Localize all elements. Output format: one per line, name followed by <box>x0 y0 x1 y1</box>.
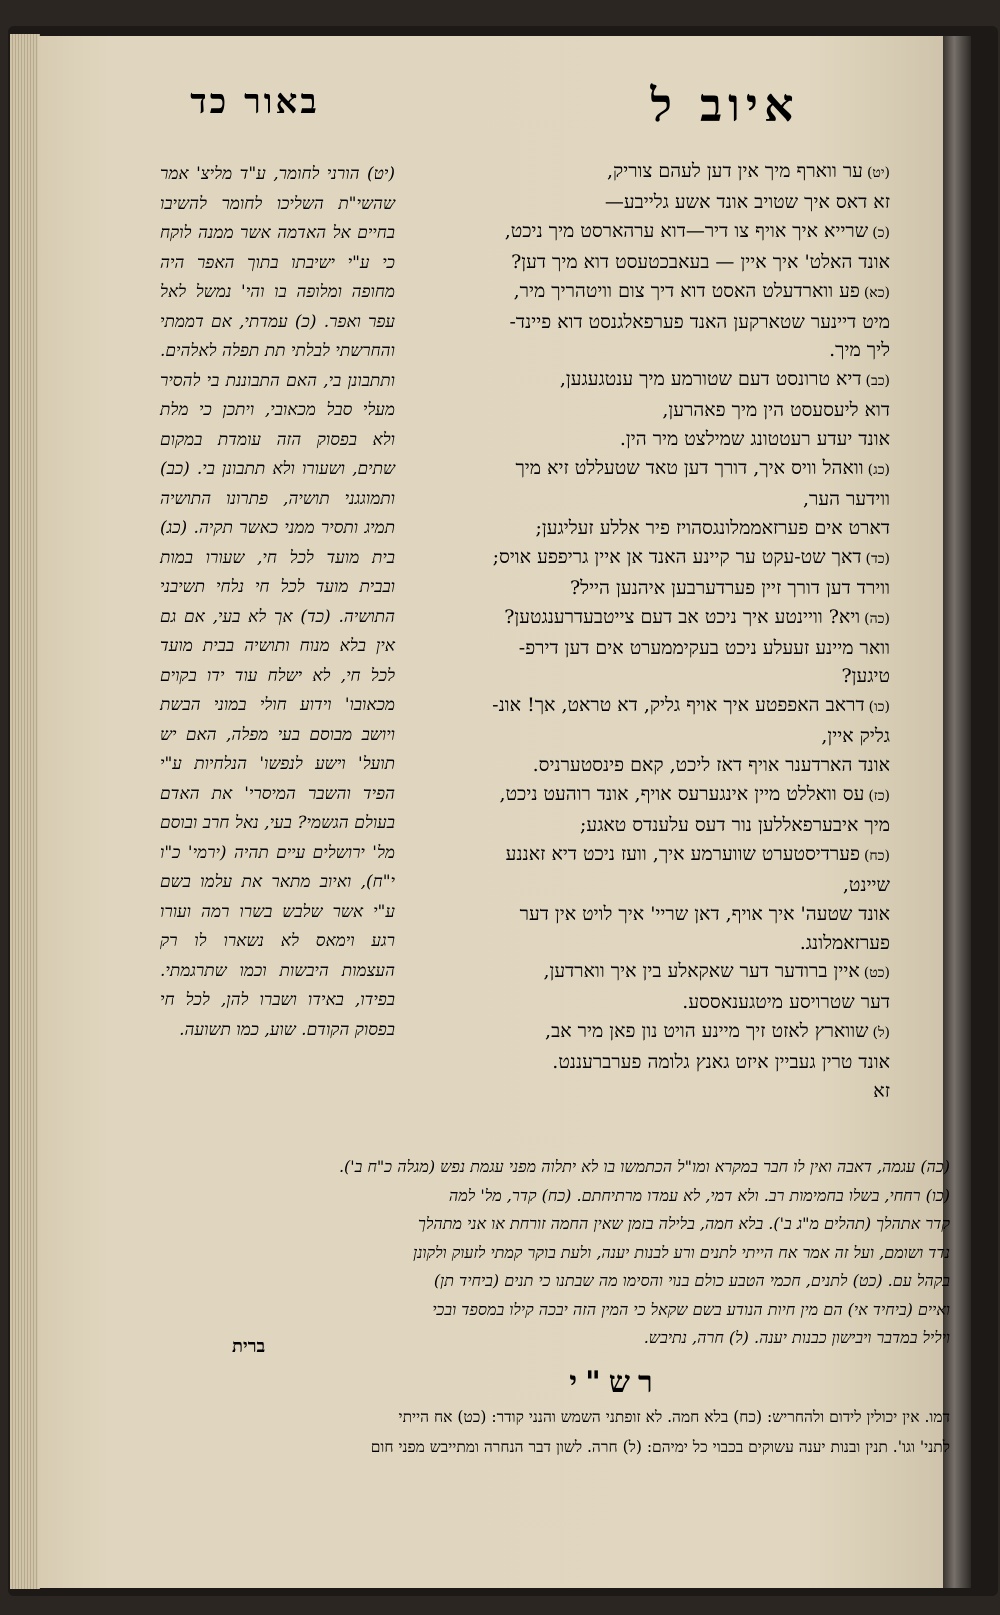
verse-number: (כא) <box>863 284 890 301</box>
verse-number: (כז) <box>868 788 890 805</box>
verse-text: דיא טרונסט דעם שטורמע מיך ענטגעגען, <box>559 368 862 391</box>
verse-text: ווירד דען דורך זיין פערדערבען איהנען הייל? <box>570 576 890 599</box>
footnote-line: (כה) עגמה, דאבה ואין לו חבר במקרא ומו"ל הכתמשו בו לא יתלוה מפני עגמת נפש (מגלה כ"ח ב'). <box>338 1157 950 1176</box>
verse-text: אונד האלט' איך איין — בעאבכטעסט דוא מיך דען? <box>511 250 890 273</box>
page-title: איוב ל <box>650 78 800 132</box>
verse-line <box>410 485 890 514</box>
rashi-line: דמו. אין יכולין לידום ולהחריש: (כח) בלא חמה. לא זופתני השמש והנני קודר: (כט) אח הייתי <box>398 1408 950 1426</box>
verse-line <box>410 751 890 780</box>
verse-number: (כט) <box>863 965 890 982</box>
verse-number: (ל) <box>872 1025 890 1042</box>
verse-line <box>410 336 890 365</box>
verse-line <box>410 157 890 188</box>
verse-line <box>410 634 890 663</box>
verse-line <box>410 396 890 425</box>
book-spine <box>943 36 971 1588</box>
verse-line <box>410 900 890 929</box>
verse-line <box>410 988 890 1017</box>
page-edges <box>10 34 40 1589</box>
verse-text: עס וואללט מיין אינגערעס אויף, אונד רוהעט ניכט, <box>499 783 865 806</box>
verse-number: (כ) <box>872 224 890 241</box>
verse-number: (כג) <box>867 462 890 479</box>
footnote-line: קדר אתהלך (תהלים מ"ג ב'). בלא חמה, בלילה בזמן שאין החמה זורחת או אני מתהלך <box>418 1214 950 1233</box>
verse-line <box>410 780 890 811</box>
verse-text: אונד טרין געביין איזט גאנץ גלומה פערברעננט. <box>552 1051 890 1074</box>
verse-text: ער ווארף מיך אין דען לעהם צוריק, <box>607 160 863 182</box>
rashi-commentary <box>35 1402 950 1462</box>
verse-line <box>410 662 890 691</box>
verse-number: (כב) <box>865 373 890 390</box>
verse-text: גליק איין, <box>821 725 890 748</box>
verse-text: שיינט, <box>842 873 890 896</box>
verse-line <box>410 1048 890 1077</box>
verse-line <box>410 840 890 871</box>
verse-line <box>410 957 890 988</box>
verse-line <box>410 188 890 217</box>
verse-text: פע ווארדעלט האסט דוא דיך צום וויטהריך מיר, <box>513 279 860 302</box>
verse-text: ווידער הער, <box>802 487 890 510</box>
verse-number: (כח) <box>863 847 890 864</box>
verse-line <box>410 248 890 277</box>
verse-text: וואהל וויס איך, דורך דען טאד שטעללט זיא מיך <box>515 457 864 480</box>
verse-line <box>410 691 890 722</box>
verse-text: וואר מיינע זעעלע ניכט בעקיממערט אים דען דירפ- <box>518 636 890 659</box>
verse-number: (יט) <box>866 165 890 181</box>
footnote-line: נדד ושומם, ועל זה אמר אח הייתי לתנים ורע לבנות יענה, ולעת בוקר קמתי לזעוק ולקונן <box>413 1242 950 1262</box>
footnote-line: בקהל עם. (כט) לתנים, חכמי הטבע כולם בנוי והסימו מה שבתנו כי תנים (ביחיד תן) <box>433 1271 950 1290</box>
verse-text: מיט דיינער שטארקען האנד פערפאלגנסט דוא פיינד- <box>509 310 890 333</box>
footnote-line: ואיים (ביחיד אי) הם מין חיות הנודע בשם שקאל כי המין הזה יבכה קילו במספד ובכי <box>432 1299 950 1319</box>
verse-text: שרייא איך אויף צו דיר—דוא ערהארסט מיך ניכט, <box>504 219 869 242</box>
verse-line <box>410 1077 890 1106</box>
verse-line <box>410 514 890 543</box>
verse-text: דוא ליעסעסט הין מיך פאהרען, <box>662 399 890 422</box>
verse-text: טיגען? <box>841 665 890 688</box>
verse-line <box>410 574 890 603</box>
verse-text: דאך שט-עקט ער קיינע האנד אן איין גריפפע אויס; <box>492 545 862 568</box>
verse-number: (כו) <box>868 699 890 716</box>
verse-text: פערזאמלונג. <box>799 931 890 954</box>
verse-line <box>410 722 890 751</box>
catchword: ברית <box>232 1336 266 1357</box>
verse-number: (כד) <box>865 550 890 567</box>
verse-text: שווארץ לאזט זיך מיינע הויט נון פאן מיר אב, <box>545 1020 869 1043</box>
verse-text: אונד שטעה' איך אויף, דאן שריי' איך לויט אין דער <box>519 902 890 925</box>
verse-text: ליך מיך. <box>829 339 890 362</box>
verse-line <box>410 811 890 840</box>
verse-line <box>410 425 890 454</box>
verse-number: (כה) <box>864 610 890 627</box>
main-text-column <box>410 157 890 1106</box>
footnotes-block <box>60 1153 950 1353</box>
verse-line <box>410 454 890 485</box>
rashi-title: רש"י <box>569 1365 661 1400</box>
verse-line <box>410 277 890 308</box>
verse-text: דראב האפפטע איך אויף גליק, דא טראט, אך! אונ- <box>492 694 865 717</box>
verse-text: זא דאס איך שטויב אונד אשע גלייבע— <box>604 190 890 213</box>
verse-line <box>410 603 890 634</box>
verse-line <box>410 1017 890 1048</box>
verse-line <box>410 365 890 396</box>
rashi-line: לתני' וגו'. תנין ובנות יענה עשוקים בכבוי כל ימיהם: (ל) חרה. לשון דבר הנחרה ומתייבש מפני חום <box>370 1438 950 1456</box>
verse-text: אונד יעדע רעטטונג שמילצט מיר הין. <box>619 428 890 451</box>
commentary-column: (יט) הורני לחומר, ע"ד מליצ' אמר שהשי"ת השליכו לחומר להשיבו בחיים אל האדמה אשר ממנה לוקח כי ע"י ישיבתו בתוך האפר היה מחופה ומלופה בו והי' נמשל לאל עפר ואפר. (כ) עמדתי, אם דממתי והחרשתי לבלתי תת תפלה לאלהים. ותתבונן בי, האם התבוננת בי להסיר מעלי סבל מכאובי, ויתכן כי מלת ולא בפסוק הזה עומדת במקום שתים, ושעורו ולא תתבונן בי. (כב) ותמוגגני תושיה, פתרונו התושיה תמיג ותסיר ממני כאשר תקיה. (כג) בית מועד לכל חי, שעורו במות ובבית מועד לכל חי נלחי תשיבני התושיה. (כד) אך לא בעי, אם גם אין בלא מנוח ותושיה בבית מועד לכל חי, לא ישלח עוד ידו בקוים מכאובו' וידוע חולי במוני הבשת ויושב מבוסם בעי מפלה, האם יש תועל' וישע לנפשו' הנלחיות ע"י הפיד והשבר המיסרי' את האדם בעולם הגשמי? בעי, נאל חרב ובוסם מל' ירושלים עיים תהיה (ירמי' כ"ו י"ח), ואיוב מתאר את עלמו בשם ע"י אשר שלבש בשרו רמה ועורו רגע וימאס לא נשארו לו רק העצמות היבשות וכמו שתרגמתי. בפידו, באידו ושברו להן, לכל חי בפסוק הקודם. שוע, כמו תשועה. <box>160 164 395 1040</box>
commentary-header: באור כד <box>190 82 320 122</box>
verse-text: זא <box>873 1080 890 1103</box>
verse-line <box>410 871 890 900</box>
verse-text: ויא? וויינטע איך ניכט אב דעם צייטבעדרענגטען? <box>504 605 861 628</box>
verse-line <box>410 929 890 958</box>
verse-line <box>410 217 890 248</box>
verse-line <box>410 308 890 337</box>
verse-line <box>410 543 890 574</box>
footnote-line: ויליל במדבר ויבישון כבנות יענה. (ל) חרה, נתיבש. <box>643 1328 950 1347</box>
verse-text: דער שטרויסע מיטגענאססע. <box>682 991 890 1014</box>
verse-text: אונד הארדענר אויף דאז ליכט, קאם פינסטערניס. <box>532 754 890 777</box>
verse-text: איין ברודער דער שאקאלע בין איך ווארדען, <box>543 960 860 983</box>
verse-text: דארט אים פערזאממלונגסהויז פיר אללע זעליגען; <box>535 516 890 539</box>
verse-text: פערדיסטערט שווערמע איך, וועז ניכט דיא זאננע <box>505 842 860 865</box>
verse-text: מיך איבערפאללען נור דעס עלענדס טאגע; <box>579 813 890 836</box>
footnote-line: (כו) רחחי, בשלו בחמימות רב. ולא דמי, לא עמדו מרתיחתם. (כח) קדר, מל' למה <box>448 1185 950 1205</box>
